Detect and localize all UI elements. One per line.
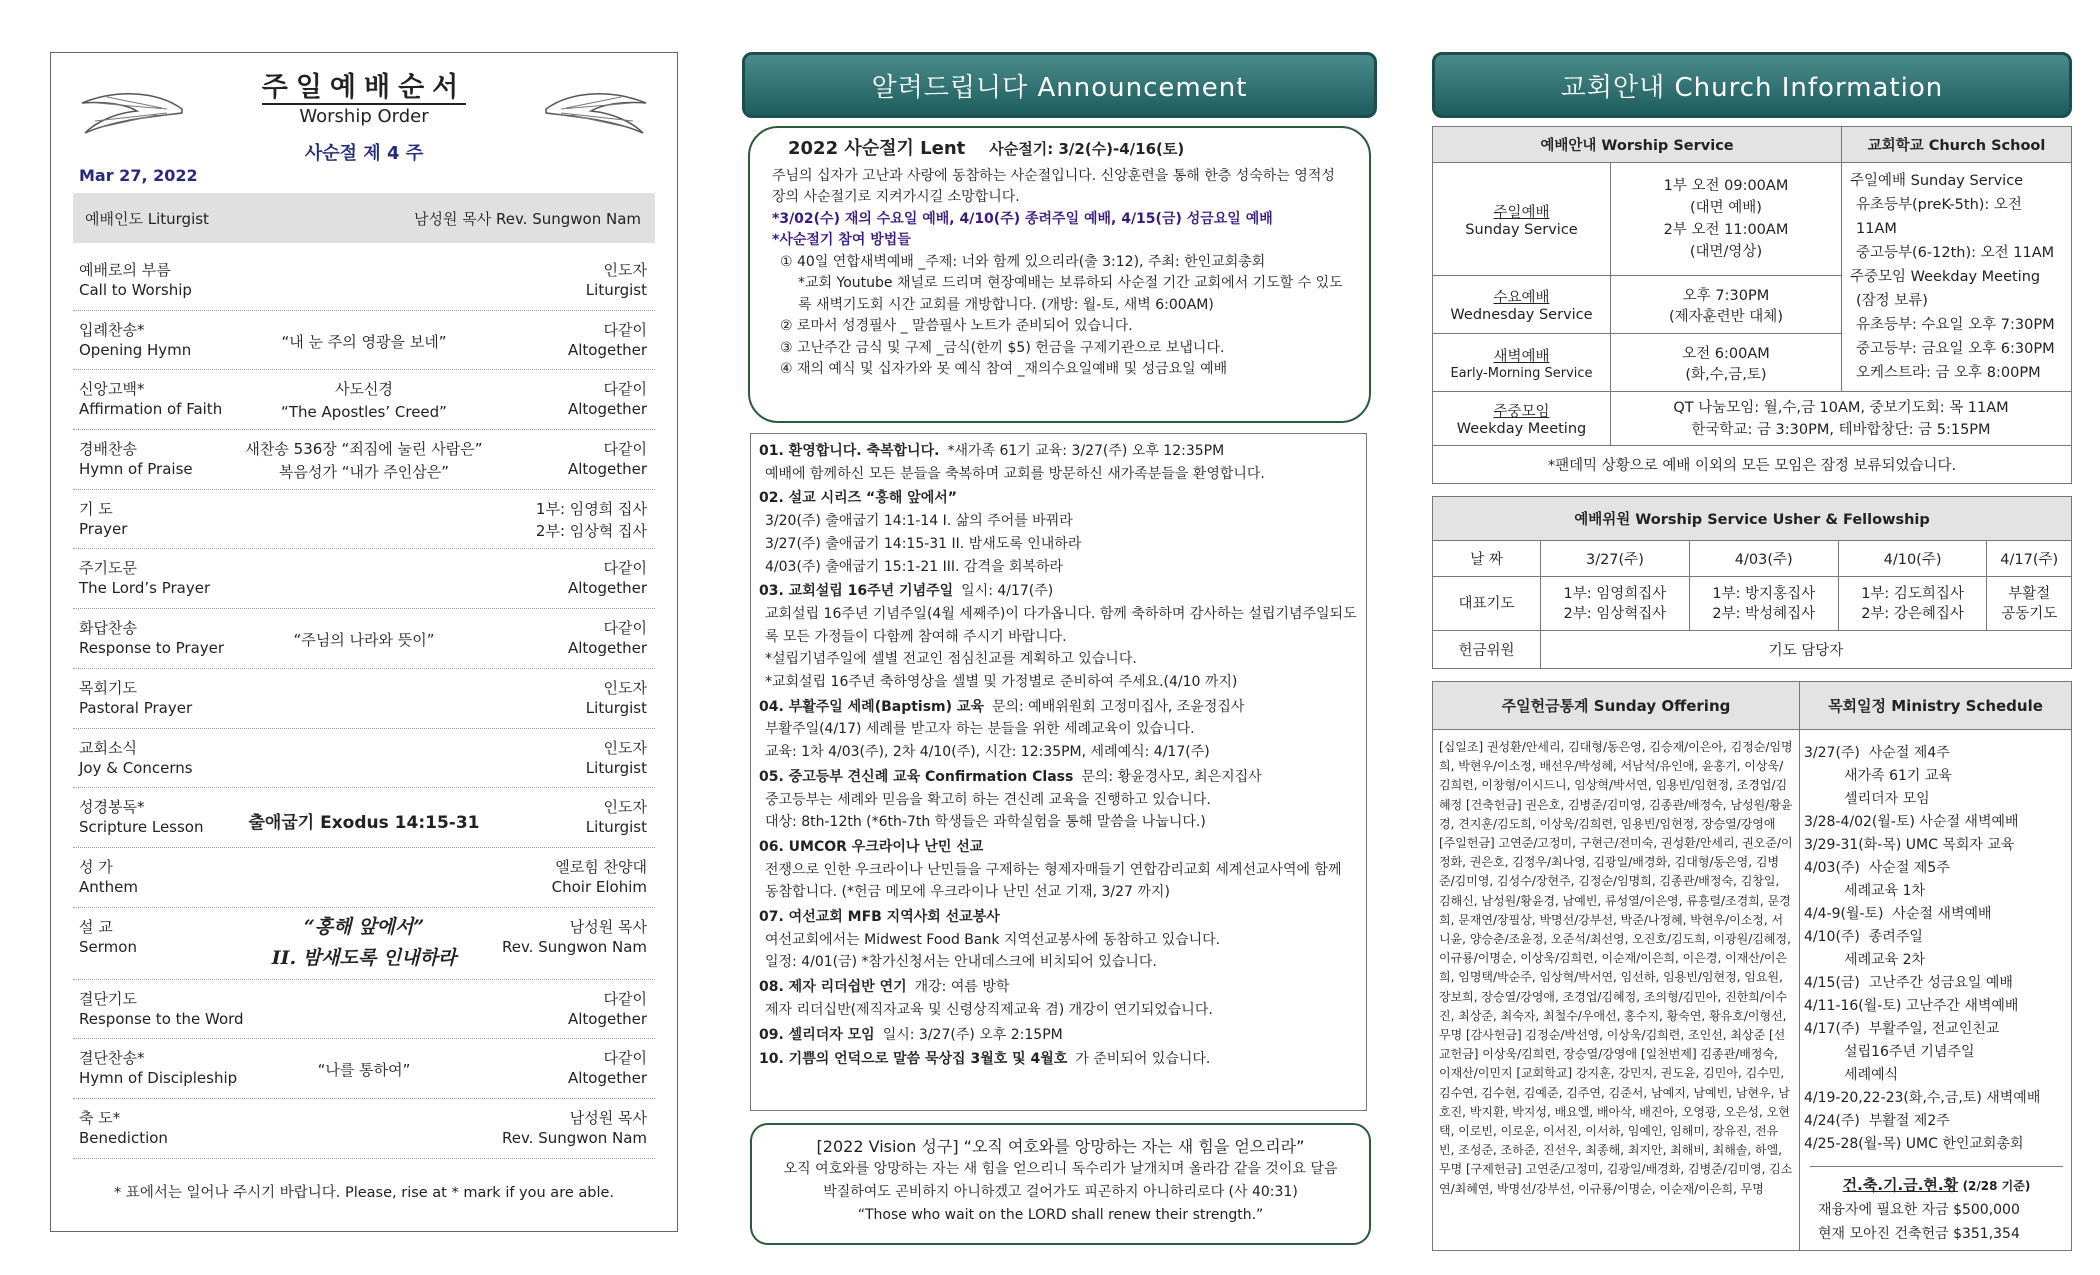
worship-service-table (1432, 126, 2072, 484)
schedule-entry: 설립16주년 기념주일 (1804, 1044, 1975, 1060)
item-leader-en: Liturgist (585, 698, 647, 717)
item-title-en: Affirmation of Faith (79, 400, 223, 419)
liturgist-bar (73, 193, 655, 243)
item-leader: 엘로힘 찬양대 (555, 857, 647, 876)
news-item: 10. 기쁨의 언덕으로 말씀 묵상집 3월호 및 4월호 가 준비되어 있습니다. (759, 1051, 1211, 1068)
item-title-en: The Lord’s Prayer (79, 579, 211, 598)
wednesday-service-name: 수요예배 Wednesday Service (1433, 276, 1611, 334)
worship-service-heading: 예배안내 Worship Service (1433, 127, 1842, 163)
worship-order-list (73, 251, 655, 1159)
usher-heading: 예배위원 Worship Service Usher & Fellowship (1433, 497, 2072, 541)
item-title-en: Scripture Lesson (79, 818, 204, 837)
item-leader: 다같이 (603, 440, 647, 459)
offering-ushers-value: 기도 담당자 (1541, 631, 2072, 669)
worship-date: Mar 27, 2022 (79, 166, 198, 185)
lent-method-3: ③ 고난주간 금식 및 구제 _금식(한끼 $5) 헌금을 구제기관으로 보냅니다. (780, 339, 1225, 356)
worship-order-item (73, 980, 655, 1040)
worship-order-item (73, 609, 655, 669)
offering-heading: 주일헌금통계 Sunday Offering (1433, 682, 1799, 730)
usher-prayer-cell: 1부: 임영희집사 2부: 임상혁집사 (1541, 577, 1690, 631)
item-leader: 인도자 (603, 738, 647, 757)
church-info-banner: 교회안내 Church Information (1432, 52, 2072, 118)
usher-table (1432, 496, 2072, 669)
item-title-en: Prayer (79, 519, 128, 538)
schedule-heading: 목회일정 Ministry Schedule (1800, 682, 2071, 730)
lent-method-1-note: *교회 Youtube 채널로 드리며 현장예배는 보류하되 사순절 기간 교회에서 기도할 수 있도록 새벽기도회 시간 교회를 개방합니다. (개방: 월-토, 새벽 6:00AM) (798, 275, 1343, 313)
item-title-ko: 성경봉독* (79, 798, 145, 817)
item-leader: 인도자 (603, 678, 647, 697)
worship-order-panel (50, 52, 678, 1232)
item-leader-en: 2부: 임상혁 집사 (535, 521, 647, 540)
worship-order-item (73, 251, 655, 311)
item-leader-en: Rev. Sungwon Nam (501, 937, 647, 956)
worship-order-item (73, 370, 655, 430)
sunday-service-time: 1부 오전 09:00AM (대면 예배) 2부 오전 11:00AM (대면/영상) (1611, 163, 1842, 276)
item-title-en: Anthem (79, 877, 138, 896)
lent-services: *3/02(수) 재의 수요일 예배, 4/10(주) 종려주일 예배, 4/15(금) 성금요일 예배 (772, 210, 1273, 227)
item-title-ko: 설 교 (79, 917, 113, 936)
news-item: 03. 교회설립 16주년 기념주일 일시: 4/17(주) 교회설립 16주년 기념주일(4월 세째주)이 다가옵니다. 함께 축하하며 감사하는 설립기념주일되도록 모든 가정들이 다함께 참여해 주시기 바랍니다. *설립기념주일에 셀별 전교인 점심친교를 계획하고 있습니다. *교회설립 16주년 축하영상을 셀별 및 가정별로 준비하여 주세요.(4/10 까지) (759, 583, 1357, 691)
item-leader-en: Liturgist (585, 758, 647, 777)
item-title-en: Response to the Word (79, 1009, 244, 1028)
worship-header (73, 53, 655, 164)
schedule-entry: 4/10(주) 종려주일 (1804, 929, 1923, 945)
vision-verse: 오직 여호와를 앙망하는 자는 새 힘을 얻으리니 독수리가 날개치며 올라감 같을 것이요 달음박질하여도 곤비하지 아니하겠고 걸어가도 피곤하지 아니하리로다 (사 40:31) (783, 1161, 1338, 1200)
lent-intro: 주님의 십자가 고난과 사랑에 동참하는 사순절입니다. 신앙훈련을 통해 한층 성숙하는 영적성장의 사순절기로 지켜가시길 소망합니다. (772, 167, 1335, 205)
item-leader: 다같이 (603, 559, 647, 578)
item-title-en: Pastoral Prayer (79, 698, 193, 717)
news-item: 06. UMCOR 우크라이나 난민 선교 전쟁으로 인한 우크라이나 난민들을 구제하는 형제자매들기 연합감리교회 세계선교사역에 함께 동참합니다. (*헌금 메모에 우크라이나 난민 선교 기재, 3/27 까지) (759, 838, 1342, 901)
usher-date: 3/27(주) (1541, 541, 1690, 577)
schedule-entry: 4/15(금) 고난주간 성금요일 예배 (1804, 975, 2013, 991)
usher-date: 4/10(주) (1838, 541, 1987, 577)
schedule-entry: 새가족 61기 교육 (1804, 768, 1952, 784)
item-leader-en: Altogether (567, 639, 647, 658)
schedule-entry: 4/25-28(월-목) UMC 한인교회총회 (1804, 1136, 2024, 1152)
item-title-en: Joy & Concerns (79, 758, 193, 777)
schedule-entry: 세례예식 (1804, 1067, 1899, 1083)
item-leader-en: Rev. Sungwon Nam (501, 1128, 647, 1147)
wednesday-service-time: 오후 7:30PM (제자훈련반 대체) (1611, 276, 1842, 334)
usher-prayer-cell: 부활절 공동기도 (1987, 577, 2072, 631)
usher-date: 4/17(주) (1987, 541, 2072, 577)
usher-prayer-cell: 1부: 방지홍집사 2부: 박성혜집사 (1689, 577, 1838, 631)
item-detail: “주님의 나라와 뜻이” (293, 631, 435, 650)
lent-method-2: ② 로마서 성경필사 _ 말씀필사 노트가 준비되어 있습니다. (780, 318, 1133, 334)
usher-prayer-cell: 1부: 김도희집사 2부: 강은혜집사 (1838, 577, 1987, 631)
item-leader-en: Altogether (567, 1069, 647, 1088)
item-title-ko: 교회소식 (79, 738, 137, 757)
offering-list: [십일조] 권성환/안세리, 김대형/동은영, 김승재/이은아, 김정순/임명희, 박현우/이소정, 배선우/박성혜, 서남석/유인애, 윤홍기, 이상욱/김희련, 이창형/이시드니, 임상혁/박서연, 임용빈/임현정, 조경업/김혜정 [건축헌금] 권은호, 김병준/김미영, 김종관/배정숙, 남성원/황윤경, 견지훈/김도희, 이상욱/김희련, 임용빈/임현정, 장승열/강영애 [주일헌금] 고연준/고정미, 구현근/전미숙, 권성환/안세리, 권오준/이정화, 권은호, 김정우/최나영, 김광일/배경화, 김대형/동은영, 김병준/김미영, 김성수/장현주, 김정순/임명희, 김종관/배정숙, 김창일, 김해신, 남성원/황윤경, 남예빈, 류성열/이은영, 류흥렬/조경희, 문경희, 문재연/장필상, 박명선/강부선, 박준/나정혜, 박현우/이소정, 서니윤, 양승춘/조윤정, 오준석/최선영, 오진호/김도희, 이광원/김혜정, 이규룡/이명순, 이상욱/김희련, 이순재/이은희, 이은경, 이재산/이은희, 임명택/박순주, 임상혁/박서연, 임선하, 임용빈/임현정, 임요원, 장보희, 장승열/강영애, 조경업/김혜정, 조의형/김민아, 진한희/이수진, 최상준, 최숙자, 최철수/우애선, 홍수지, 황숙연, 황유호/이형선, 무명 [감사헌금] 김정순/박선영, 이상욱/김희련, 조인선, 최상준 [선교헌금] 이상욱/김희련, 장승열/강영애 [일천번제] 김종관/배정숙, 이재산/이민지 [교회학교] 강지훈, 강민지, 권도윤, 김민아, 김수민, 김수연, 김수현, 김예준, 김주연, 김준서, 남예지, 남예빈, 남현우, 남호진, 박지환, 박지성, 배요엘, 배아삭, 배진아, 오영광, 오은성, 오현택, 이로빈, 이로운, 이서진, 이서하, 임예인, 임해미, 장유진, 전유빈, 조성준, 조하준, 진선우, 최종해, 최지안, 최해비, 최해솔, 하엘, 무명 [구제헌금] 고연준/고정미, 김광일/배경화, 김병준/김미영, 김소연/최혜연, 박명선/강부선, 이규룡/이명순, 이순재/이은희, 무명 (1439, 740, 1793, 1196)
item-title-ko: 성 가 (79, 857, 113, 876)
item-title-ko: 신앙고백* (79, 380, 145, 399)
item-title-en: Response to Prayer (79, 639, 225, 658)
worship-order-item (73, 490, 655, 550)
worship-order-item (73, 729, 655, 789)
lent-method-1: ① 40일 연합새벽예배 _주제: 너와 함께 있으리라(출 3:12), 주최: 한인교회총회 (780, 253, 1266, 270)
usher-offering-row (1433, 631, 2072, 669)
rise-note: * 표에서는 일어나 주시기 바랍니다. Please, rise at * mark if you are able. (113, 1184, 615, 1201)
offering-ushers-label: 헌금위원 (1433, 631, 1541, 669)
item-leader-en: Altogether (567, 579, 647, 598)
season-label: 사순절 제 4 주 (304, 143, 424, 164)
item-title-en: Opening Hymn (79, 340, 192, 359)
news-item: 01. 환영합니다. 축복합니다. *새가족 61기 교육: 3/27(주) 오후 12:35PM 예배에 함께하신 모든 분들을 축복하며 교회를 방문하신 새가족분들을 환영합니다. (759, 443, 1265, 482)
worship-order-item (73, 549, 655, 609)
item-leader-en: Choir Elohim (551, 877, 647, 896)
building-fund (1810, 1166, 2063, 1246)
schedule-entry: 4/19-20,22-23(화,수,금,토) 새벽예배 (1804, 1090, 2041, 1106)
item-leader-en: Altogether (567, 340, 647, 359)
item-leader: 다같이 (603, 320, 647, 339)
worship-order-item (73, 908, 655, 980)
item-detail: 사도신경 “The Apostles’ Creed” (281, 380, 447, 422)
liturgist-name: 남성원 목사 Rev. Sungwon Nam (413, 209, 641, 228)
item-title-ko: 결단찬송* (79, 1049, 145, 1068)
news-item: 05. 중고등부 견신례 교육 Confirmation Class 문의: 황윤경사모, 최은지집사 중고등부는 세례와 믿음을 확고히 하는 견신례 교육을 진행하고 있습니다. 대상: 8th-12th (*6th-7th 학생들은 과학실험을 통해 말씀을 나눕니다.) (759, 768, 1262, 831)
vision-title: [2022 Vision 성구] “오직 여호와를 앙망하는 자는 새 힘을 얻으리라” (816, 1137, 1305, 1156)
worship-order-item (73, 1039, 655, 1099)
schedule-entry: 3/27(주) 사순절 제4주 (1804, 745, 1950, 761)
item-title-ko: 예배로의 부름 (79, 261, 171, 279)
schedule-entry: 4/24(주) 부활절 제2주 (1804, 1113, 1950, 1129)
item-leader: 인도자 (603, 261, 647, 279)
sunday-offering (1433, 682, 1800, 1250)
item-detail: 출애굽기 Exodus 14:15-31 (248, 813, 480, 834)
usher-prayer-row (1433, 577, 2072, 631)
item-title-en: Sermon (79, 937, 137, 956)
liturgist-label: 예배인도 Liturgist (85, 209, 209, 228)
church-school-heading: 교회학교 Church School (1842, 127, 2072, 163)
schedule-entry: 4/4-9(월-토) 사순절 새벽예배 (1804, 906, 1992, 922)
item-leader: 1부: 임영희 집사 (535, 499, 647, 518)
item-title-en: Call to Worship (79, 281, 192, 299)
worship-title: 주일예배순서 (261, 72, 467, 103)
item-title-ko: 입례찬송* (79, 320, 145, 339)
item-title-en: Hymn of Discipleship (79, 1069, 238, 1088)
offering-schedule-section (1432, 681, 2072, 1251)
lent-method-4: ④ 재의 예식 및 십자가와 못 예식 참여 _재의수요일예배 및 성금요일 예배 (780, 361, 1228, 377)
schedule-entry: 3/29-31(화-목) UMC 목회자 교육 (1804, 837, 2015, 853)
news-item: 02. 설교 시리즈 “홍해 앞에서” 3/20(주) 출애굽기 14:1-14 I. 삶의 주어를 바꿔라 3/27(주) 출애굽기 14:15-31 II. 밤새도록 인내하라 4/03(주) 출애굽기 15:1-21 III. 감격을 회복하라 (759, 490, 1082, 575)
item-leader: 남성원 목사 (569, 1108, 647, 1127)
item-leader: 다같이 (603, 989, 647, 1008)
lent-period: 사순절기: 3/2(수)-4/16(토) (989, 140, 1185, 158)
item-leader-en: Altogether (567, 460, 647, 479)
schedule-entry: 세례교육 2차 (1804, 952, 1926, 968)
lent-title: 2022 사순절기 Lent (788, 138, 966, 159)
fund-needed: 재융자에 필요한 자금 $500,000 (1818, 1202, 2020, 1218)
worship-order-item (73, 669, 655, 729)
sunday-service-name: 주일예배 Sunday Service (1433, 163, 1611, 276)
news-item: 09. 셀리더자 모임 일시: 3/27(주) 오후 2:15PM (759, 1026, 1063, 1043)
announcement-panel (742, 52, 1377, 1245)
worship-order-item (73, 788, 655, 848)
item-detail: “나를 통하여” (317, 1061, 411, 1080)
lent-box (748, 126, 1371, 423)
wing-ornament-left-icon (77, 81, 187, 141)
item-title-ko: 결단기도 (79, 989, 137, 1008)
item-leader: 다같이 (603, 619, 647, 638)
item-detail: “홍해 앞에서” II. 밤새도록 인내하라 (271, 915, 457, 969)
schedule-entry: 4/03(주) 사순절 제5주 (1804, 860, 1950, 876)
usher-prayer-cell: 대표기도 (1433, 577, 1541, 631)
item-title-ko: 주기도문 (79, 559, 137, 578)
schedule-entry: 셀리더자 모임 (1804, 791, 1930, 807)
fund-title: 건.축.기.금.현.황 (1842, 1176, 1959, 1194)
worship-order-item (73, 1099, 655, 1159)
fund-date: (2/28 기준) (1962, 1179, 2031, 1193)
item-detail: “내 눈 주의 영광을 보네” (281, 332, 447, 351)
item-title-ko: 목회기도 (79, 678, 137, 697)
news-item: 04. 부활주일 세례(Baptism) 교육 문의: 예배위원회 고정미집사, 조윤정집사 부활주일(4/17) 세례를 받고자 하는 분들을 위한 세례교육이 있습니다. 교육: 1차 4/03(주), 2차 4/10(주), 시간: 12:35PM, 세례예식: 4/17(주) (759, 698, 1245, 761)
item-title-ko: 축 도* (79, 1108, 121, 1127)
item-leader: 다같이 (603, 380, 647, 399)
item-title-ko: 기 도 (79, 499, 113, 518)
worship-subtitle: Worship Order (299, 106, 429, 127)
schedule-entry: 4/11-16(월-토) 고난주간 새벽예배 (1804, 998, 2019, 1014)
item-leader-en: Liturgist (585, 281, 647, 299)
item-title-ko: 화답찬송 (79, 619, 137, 638)
worship-order-item (73, 430, 655, 490)
item-leader-en: Altogether (567, 1009, 647, 1028)
item-leader: 다같이 (603, 1049, 647, 1068)
vision-verse-en: “Those who wait on the LORD shall renew their strength.” (857, 1207, 1264, 1223)
item-detail: 새찬송 536장 “죄짐에 눌린 사람은” 복음성가 “내가 주인삼은” (245, 440, 483, 482)
schedule-entry: 세례교육 1차 (1804, 883, 1926, 899)
news-item: 08. 제자 리더쉽반 연기 개강: 여름 방학 제자 리더십반(제직자교육 및 신령상직제교육 겸) 개강이 연기되었습니다. (759, 979, 1213, 1018)
worship-order-item (73, 311, 655, 371)
morning-service-time: 오전 6:00AM (화,수,금,토) (1611, 334, 1842, 392)
news-item: 07. 여선교회 MFB 지역사회 선교봉사 여선교회에서는 Midwest Food Bank 지역선교봉사에 동참하고 있습니다. 일정: 4/01(금) *참가신청서는 안내데스크에 비치되어 있습니다. (759, 909, 1221, 971)
wing-ornament-right-icon (541, 81, 651, 141)
fund-collected: 현재 모아진 건축헌금 $351,354 (1818, 1226, 2020, 1242)
schedule-entry: 3/28-4/02(월-토) 사순절 새벽예배 (1804, 814, 2019, 830)
pandemic-note: *팬데믹 상황으로 예배 이외의 모든 모임은 잠정 보류되었습니다. (1433, 446, 2072, 484)
item-leader-en: Altogether (567, 400, 647, 419)
morning-service-name: 새벽예배 Early-Morning Service (1433, 334, 1611, 392)
church-school-info: 주일예배 Sunday Service 유초등부(preK-5th): 오전 11AM 중고등부(6-12th): 오전 11AM 주중모임 Weekday Meeting (잠정 보류) 유초등부: 수요일 오후 7:30PM 중고등부: 금요일 오후 6:30PM 오케스트라: 금 오후 8:00PM (1842, 163, 2072, 392)
schedule-list (1800, 730, 2071, 1156)
item-leader-en: Liturgist (585, 818, 647, 837)
weekday-meeting-name: 주중모임 Weekday Meeting (1433, 392, 1611, 446)
ministry-schedule (1800, 682, 2071, 1250)
announcement-banner: 알려드립니다 Announcement (742, 52, 1377, 118)
item-title-ko: 경배찬송 (79, 440, 137, 459)
usher-date: 4/03(주) (1689, 541, 1838, 577)
usher-date-row (1433, 541, 2072, 577)
item-leader: 인도자 (603, 798, 647, 817)
usher-date: 날 짜 (1433, 541, 1541, 577)
weekday-meeting-times: QT 나눔모임: 월,수,금 10AM, 중보기도회: 목 11AM 한국학교: 금 3:30PM, 테바합창단: 금 5:15PM (1611, 392, 2072, 446)
schedule-entry: 4/17(주) 부활주일, 전교인친교 (1804, 1021, 2000, 1037)
item-leader: 남성원 목사 (569, 917, 647, 936)
vision-box (750, 1123, 1371, 1245)
lent-methods-title: *사순절기 참여 방법들 (772, 232, 911, 248)
item-title-en: Hymn of Praise (79, 460, 193, 479)
church-info-panel (1432, 52, 2072, 1251)
news-list (750, 433, 1367, 1111)
item-title-en: Benediction (79, 1128, 168, 1147)
worship-order-item (73, 848, 655, 908)
